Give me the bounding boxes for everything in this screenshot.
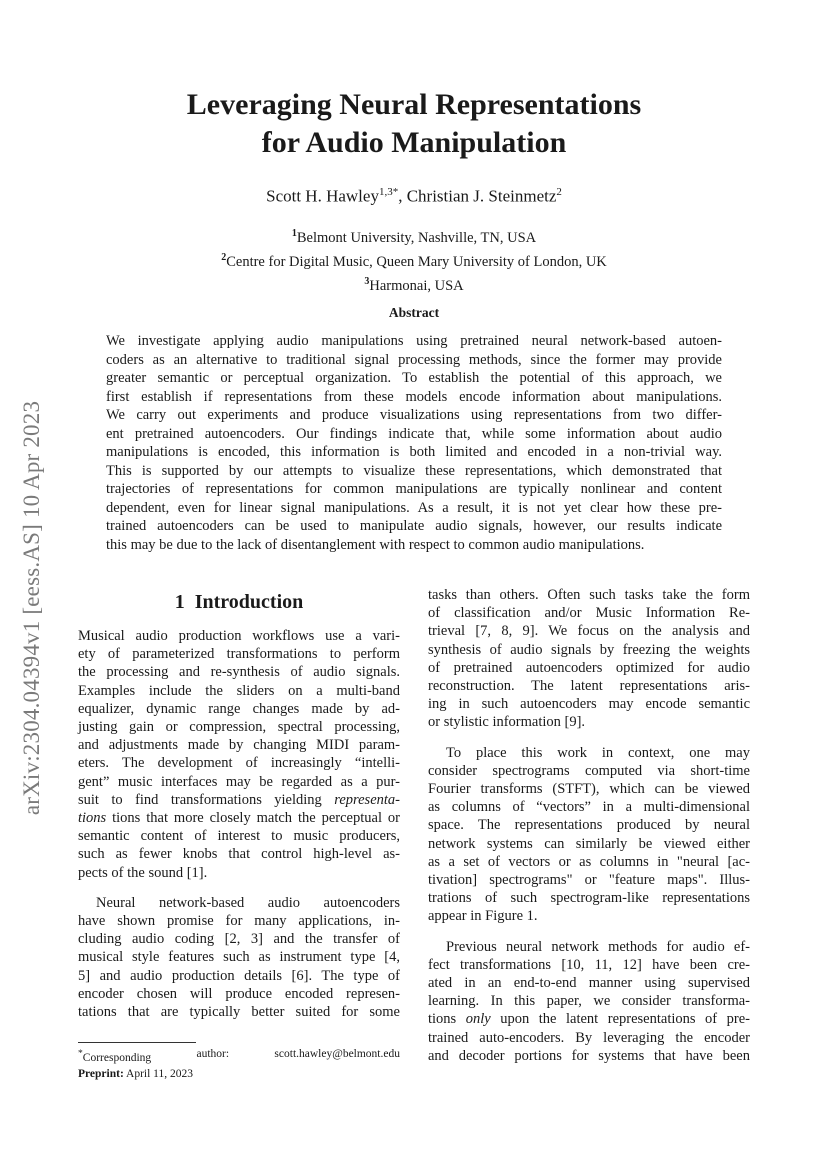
footnote-preprint bbox=[78, 1066, 400, 1082]
text-line: of pretrained autoencoders optimized for audio bbox=[428, 659, 750, 676]
text-line: justing gain or compression, spectral processing, bbox=[78, 719, 400, 736]
author-affil-marker: 2 bbox=[556, 186, 562, 198]
author-name: Christian J. Steinmetz bbox=[406, 186, 557, 206]
text-line: trations of such spectrogram-like representations bbox=[428, 890, 750, 907]
footnote-rule bbox=[78, 1042, 196, 1043]
text-line: cluding audio coding [2, 3] and the transfer of bbox=[78, 931, 400, 948]
affil-number: 1 bbox=[291, 228, 297, 239]
text-line: eters. The development of increasingly “intelli- bbox=[78, 755, 400, 772]
affil-text: Centre for Digital Music, Queen Mary University of London, UK bbox=[226, 253, 607, 270]
text-line: musical style features such as instrument type [4, bbox=[78, 949, 400, 966]
text-line: ated in an end-to-end manner using supervised bbox=[428, 975, 750, 992]
footnote bbox=[78, 1046, 400, 1082]
corresponding-marker: * bbox=[392, 186, 399, 198]
footnote-label-2: author: bbox=[196, 1048, 230, 1060]
text-line: ety of parameterized transformations to perform bbox=[78, 646, 400, 663]
abstract-line: manipulations is encoded, this information is both limited and encoded in a non-trivial way. bbox=[106, 444, 722, 460]
text-line: or stylistic information [9]. bbox=[428, 714, 586, 731]
intro-paragraph-4 bbox=[428, 938, 750, 1065]
text-line: appear in Figure 1. bbox=[428, 908, 538, 925]
intro-paragraph-3 bbox=[428, 744, 750, 926]
affil-number: 2 bbox=[221, 251, 227, 263]
text-line: Previous neural network methods for audio ef- bbox=[446, 938, 750, 955]
preprint-label: Preprint: bbox=[78, 1067, 124, 1080]
text-line: and adjustments made by changing MIDI param- bbox=[78, 737, 400, 754]
text-line: Neural network-based audio autoencoders bbox=[96, 894, 400, 911]
text-line: ing in such autoencoders may encode semantic bbox=[428, 696, 750, 713]
text-fragment: upon the latent representations of pre- bbox=[500, 1011, 750, 1028]
paper-title bbox=[0, 86, 828, 162]
text-line: such as fewer knobs that control high-level as- bbox=[78, 846, 400, 863]
text-line: trieval [7, 8, 9]. We focus on the analysis and bbox=[428, 623, 750, 640]
arxiv-identifier-text: arXiv:2304.04394v1 [eess.AS] 10 Apr 2023 bbox=[19, 400, 44, 816]
preprint-date: April 11, 2023 bbox=[126, 1067, 194, 1080]
text-fragment: tions bbox=[428, 1011, 457, 1028]
abstract-line: this may be due to the lack of disentanglement with respect to common audio manipulations. bbox=[106, 536, 645, 553]
text-fragment: suit to find transformations yielding bbox=[78, 791, 322, 808]
affil-text: Harmonai, USA bbox=[369, 277, 464, 294]
abstract-line: We investigate applying audio manipulations using pretrained neural network-based autoen- bbox=[106, 333, 722, 349]
affil-number: 3 bbox=[364, 275, 370, 287]
text-line-with-emphasis bbox=[428, 1010, 750, 1028]
footnote-corresponding bbox=[78, 1046, 400, 1066]
section-number: 1 bbox=[174, 591, 185, 613]
footnote-label: Corresponding bbox=[82, 1051, 152, 1064]
footnote-email: scott.hawley@belmont.edu bbox=[274, 1048, 400, 1060]
abstract-line: We carry out experiments and produce visualizations using representations from two differ- bbox=[106, 407, 722, 423]
intro-paragraph-cont bbox=[428, 586, 750, 732]
intro-paragraph-1 bbox=[78, 627, 400, 882]
affil-text: Belmont University, Nashville, TN, USA bbox=[296, 229, 537, 246]
text-line: 5] and audio production details [6]. The type of bbox=[78, 967, 400, 984]
text-line: equalizer, dynamic range changes made by ad- bbox=[78, 700, 400, 717]
text-line: synthesis of audio signals by freezing the weights bbox=[428, 641, 750, 658]
section-title: Introduction bbox=[194, 591, 304, 613]
affiliation bbox=[0, 224, 828, 248]
text-line: and decoder portions for systems that have been bbox=[428, 1047, 750, 1064]
text-line: gent” music interfaces may be regarded as a pur- bbox=[78, 773, 400, 790]
text-line: learning. In this paper, we consider transforma- bbox=[428, 993, 750, 1010]
text-line: as a set of vectors or as columns in "neural [ac- bbox=[428, 853, 750, 870]
text-line: the processing and re-synthesis of audio signals. bbox=[78, 664, 400, 681]
text-line: tivation] spectrograms" or "feature maps". Illus- bbox=[428, 872, 750, 889]
abstract-line: trained autoencoders can be used to manipulate audio signals, however, our results indicate bbox=[106, 518, 722, 534]
text-line: of classification and/or Music Information Re- bbox=[428, 605, 750, 622]
text-line-with-emphasis bbox=[78, 791, 400, 809]
emphasis-text: representa- bbox=[334, 791, 400, 808]
footnote-mark: * bbox=[78, 1048, 83, 1059]
title-line-2: for Audio Manipulation bbox=[261, 126, 567, 159]
abstract-line: This is supported by our attempts to visualize these representations, which demonstrated that bbox=[106, 462, 722, 479]
text-line: fect transformations [10, 11, 12] have been cre- bbox=[428, 956, 750, 973]
abstract-line: coders as an alternative to traditional signal processing methods, since the former may provide bbox=[106, 351, 722, 368]
abstract-line: greater semantic or perceptual organization. To establish the potential of this approach, we bbox=[106, 370, 722, 386]
author-affil-marker: 1,3 bbox=[378, 186, 393, 198]
abstract-line: trajectories of representations for common manipulations are typically nonlinear and content bbox=[106, 481, 722, 497]
text-line: have shown promise for many applications, in- bbox=[78, 913, 400, 930]
text-line: To place this work in context, one may bbox=[446, 744, 750, 761]
text-line: consider spectrograms computed via short-time bbox=[428, 762, 750, 779]
author-list bbox=[0, 186, 828, 207]
author-name: Scott H. Hawley bbox=[266, 186, 379, 206]
intro-paragraph-2 bbox=[78, 894, 400, 1021]
text-line: encoder chosen will produce encoded represen- bbox=[78, 985, 400, 1002]
text-line: space. The representations produced by neural bbox=[428, 817, 750, 834]
title-line-1: Leveraging Neural Representations bbox=[186, 88, 642, 121]
abstract-heading: Abstract bbox=[388, 305, 440, 320]
text-line: Musical audio production workflows use a vari- bbox=[78, 628, 400, 644]
right-column bbox=[428, 586, 750, 1065]
text-line: semantic content of interest to music producers, bbox=[78, 828, 400, 845]
text-line: reconstruction. The latent representations aris- bbox=[428, 678, 750, 695]
text-line: trained auto-encoders. By leveraging the encoder bbox=[428, 1029, 750, 1046]
arxiv-identifier bbox=[16, 352, 48, 864]
text-line: pects of the sound [1]. bbox=[78, 864, 208, 881]
left-column bbox=[78, 590, 400, 1021]
emphasis-text: tions bbox=[78, 810, 107, 827]
emphasis-text: only bbox=[465, 1011, 491, 1028]
abstract-line: first establish if representations from these models encode information about manipulations. bbox=[106, 388, 722, 405]
text-line: Examples include the sliders on a multi-band bbox=[78, 682, 400, 699]
author-separator: , bbox=[398, 186, 407, 206]
text-line: tasks than others. Often such tasks take the form bbox=[428, 587, 750, 603]
text-line: network systems can similarly be viewed either bbox=[428, 835, 750, 852]
text-line: Fourier transforms (STFT), which can be viewed bbox=[428, 781, 750, 798]
text-line-with-emphasis bbox=[78, 809, 400, 827]
text-line: tations that are typically better suited for some bbox=[78, 1004, 400, 1021]
abstract-body bbox=[106, 332, 722, 554]
section-heading bbox=[78, 590, 400, 614]
abstract-line: ent pretrained autoencoders. Our findings indicate that, while some information about audio bbox=[106, 425, 722, 442]
affiliation bbox=[0, 272, 828, 296]
text-line: as columns of “vectors” in a multi-dimensional bbox=[428, 799, 750, 816]
text-fragment: tions that more closely match the perceptual or bbox=[112, 810, 400, 827]
affiliation bbox=[0, 248, 828, 272]
abstract-line: dependent, even for linear signal manipulations. As a result, it is not yet clear how these pre- bbox=[106, 499, 722, 516]
affiliations bbox=[0, 224, 828, 295]
